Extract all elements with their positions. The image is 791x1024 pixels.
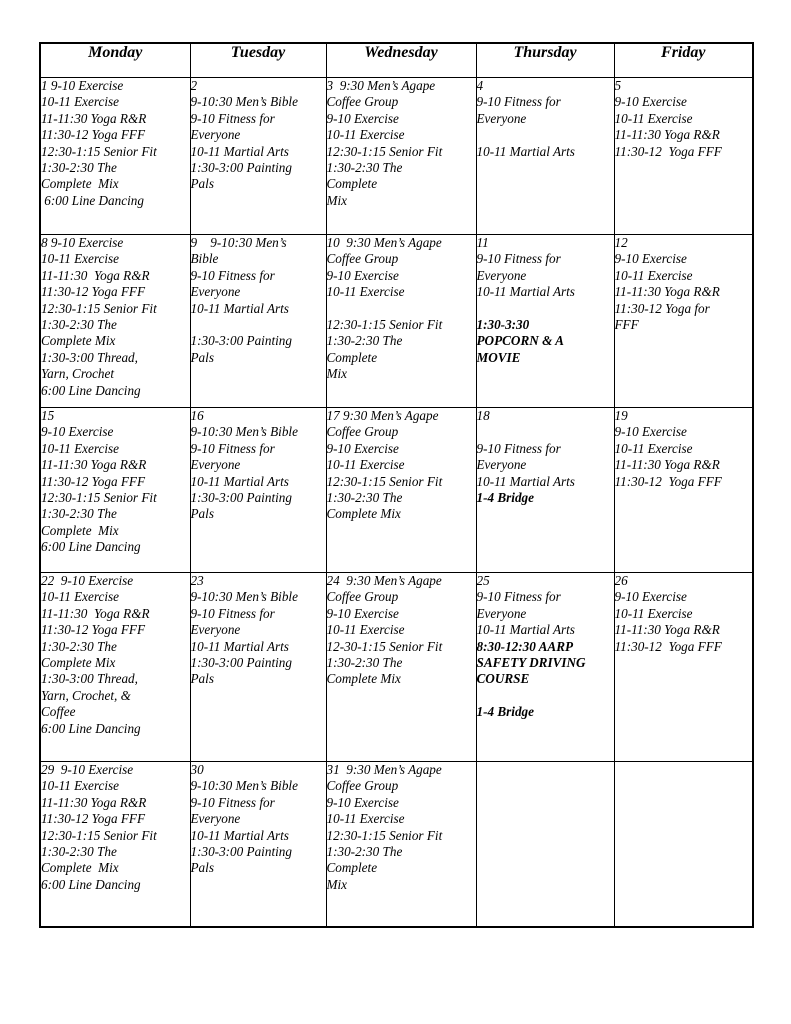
day-cell-friday <box>614 235 753 408</box>
event-line: 9-10 Fitness for <box>190 110 275 126</box>
event-line: Yarn, Crochet, & <box>41 687 131 703</box>
event-line: 6:00 Line Dancing <box>41 382 141 398</box>
day-cell-friday <box>614 408 753 573</box>
event-line: 10-11 Martial Arts <box>190 300 289 316</box>
special-event-line: 1:30-3:30 <box>476 317 530 333</box>
event-line: 12:30-1:15 Senior Fit <box>41 300 157 316</box>
event-line: 6:00 Line Dancing <box>41 876 141 892</box>
event-line: Coffee <box>41 704 76 720</box>
day-cell-thursday <box>476 762 614 928</box>
event-line: 29 9-10 Exercise <box>41 762 134 777</box>
week-row <box>40 408 753 573</box>
event-line: 11:30-12 Yoga FFF <box>41 811 146 827</box>
event-line: 11 <box>476 235 489 250</box>
event-line: 9 9-10:30 Men’s <box>190 235 287 250</box>
event-line: 6:00 Line Dancing <box>41 192 144 208</box>
event-line: 12:30-1:15 Senior Fit <box>326 143 443 159</box>
event-line: 23 <box>190 573 204 588</box>
event-line: 22 9-10 Exercise <box>41 573 134 588</box>
event-line: 10-11 Martial Arts <box>476 284 575 300</box>
header-monday: Monday <box>40 43 190 78</box>
day-cell-friday <box>614 78 753 235</box>
event-line: 11-11:30 Yoga R&R <box>614 622 720 638</box>
event-line: 10-11 Exercise <box>326 284 405 300</box>
event-line: 1:30-3:00 Painting <box>190 844 292 860</box>
event-line: 11-11:30 Yoga R&R <box>41 457 147 473</box>
event-line <box>477 424 614 440</box>
week-row <box>40 573 753 762</box>
day-cell-monday <box>40 408 190 573</box>
event-line: 6:00 Line Dancing <box>41 720 141 736</box>
event-line: 1:30-2:30 The <box>41 844 117 860</box>
event-line: 11:30-12 Yoga FFF <box>614 143 722 159</box>
event-line: 10-11 Exercise <box>614 605 693 621</box>
event-line: 26 <box>614 573 628 588</box>
event-line: 10-11 Exercise <box>614 267 693 283</box>
event-line: 10-11 Exercise <box>326 127 405 143</box>
event-line: Yarn, Crochet <box>41 366 115 382</box>
event-line: Everyone <box>190 284 241 300</box>
event-line <box>477 127 614 143</box>
event-line: 9-10 Exercise <box>614 424 687 440</box>
event-line: 9-10 Exercise <box>326 440 399 456</box>
event-line: Mix <box>326 876 348 892</box>
event-line: 1:30-3:00 Painting <box>190 333 292 349</box>
event-line: Coffee Group <box>326 778 399 794</box>
event-line: 11-11:30 Yoga R&R <box>614 457 720 473</box>
event-line: 1:30-3:00 Thread, <box>41 671 138 687</box>
event-line: Complete Mix <box>326 671 401 687</box>
event-line: 31 9:30 Men’s Agape <box>326 762 442 777</box>
event-line: 11-11:30 Yoga R&R <box>41 605 150 621</box>
event-line: 11-11:30 Yoga R&R <box>41 267 150 283</box>
event-line: Pals <box>190 349 214 365</box>
special-event-line: 8:30-12:30 AARP <box>476 638 574 654</box>
day-cell-wednesday <box>326 408 476 573</box>
event-line: 11-11:30 Yoga R&R <box>614 284 720 300</box>
event-line: FFF <box>614 317 639 333</box>
day-cell-wednesday <box>326 573 476 762</box>
event-line: 12:30-1:15 Senior Fit <box>326 317 443 333</box>
day-cell-tuesday <box>190 762 326 928</box>
event-line: 9-10 Fitness for <box>190 440 275 456</box>
day-cell-friday <box>614 573 753 762</box>
event-line: 11:30-12 Yoga FFF <box>614 638 722 654</box>
event-line: 11:30-12 Yoga FFF <box>41 622 146 638</box>
event-line: Complete <box>326 176 378 192</box>
event-line: 2 <box>190 78 198 93</box>
event-line: 3 9:30 Men’s Agape <box>326 78 436 93</box>
event-line: 11-11:30 Yoga R&R <box>41 794 147 810</box>
event-line: 12:30-1:15 Senior Fit <box>326 473 443 489</box>
event-line: 1 9-10 Exercise <box>41 78 124 93</box>
event-line: 11:30-12 Yoga FFF <box>614 473 722 489</box>
special-event-line: 1-4 Bridge <box>476 490 535 506</box>
event-line: Everyone <box>190 811 241 827</box>
event-line: 11:30-12 Yoga FFF <box>41 127 146 143</box>
event-line <box>477 301 614 317</box>
event-line: Coffee Group <box>326 424 399 440</box>
week-row <box>40 235 753 408</box>
event-line: 1:30-2:30 The <box>41 638 117 654</box>
special-event-line: COURSE <box>476 671 530 687</box>
event-line: 10-11 Martial Arts <box>476 143 575 159</box>
event-line: 10-11 Martial Arts <box>476 473 575 489</box>
event-line: 16 <box>190 408 204 423</box>
event-line: 11:30-12 Yoga for <box>614 300 710 316</box>
event-line: 9-10:30 Men’s Bible <box>190 778 298 794</box>
event-line: Pals <box>190 860 214 876</box>
event-line: Pals <box>190 671 214 687</box>
event-line: 10-11 Exercise <box>326 622 405 638</box>
event-line: 10-11 Exercise <box>326 457 405 473</box>
event-line: Everyone <box>476 110 527 126</box>
day-cell-thursday <box>476 573 614 762</box>
day-cell-tuesday <box>190 78 326 235</box>
event-line: 10-11 Exercise <box>41 94 119 110</box>
event-line: 10 9:30 Men’s Agape <box>326 235 442 250</box>
header-tuesday: Tuesday <box>190 43 326 78</box>
event-line: 15 <box>41 408 55 423</box>
day-cell-wednesday <box>326 762 476 928</box>
event-line: 10-11 Exercise <box>614 110 693 126</box>
event-line: Mix <box>326 366 348 382</box>
day-cell-monday <box>40 762 190 928</box>
event-line: 9-10 Fitness for <box>476 440 561 456</box>
day-cell-tuesday <box>190 408 326 573</box>
event-line: 1:30-2:30 The <box>41 317 117 333</box>
event-line: 19 <box>614 408 628 423</box>
event-line: 11-11:30 Yoga R&R <box>41 110 147 126</box>
event-line: 9-10 Exercise <box>326 794 399 810</box>
day-cell-tuesday <box>190 573 326 762</box>
event-line: 10-11 Martial Arts <box>190 473 289 489</box>
event-line: 10-11 Martial Arts <box>190 143 289 159</box>
event-line: 1:30-2:30 The <box>41 506 117 522</box>
day-cell-monday <box>40 235 190 408</box>
event-line: 1:30-3:00 Thread, <box>41 349 138 365</box>
week-row <box>40 78 753 235</box>
header-wednesday: Wednesday <box>326 43 476 78</box>
event-line <box>477 688 614 704</box>
event-line: 4 <box>476 78 484 93</box>
day-cell-thursday <box>476 408 614 573</box>
week-row <box>40 762 753 928</box>
event-line: 9-10:30 Men’s Bible <box>190 589 298 605</box>
event-line: 1:30-3:00 Painting <box>190 655 292 671</box>
event-line: Complete <box>326 860 378 876</box>
special-event-line: POPCORN & A <box>476 333 564 349</box>
event-line: Complete Mix <box>41 522 119 538</box>
event-line: Pals <box>190 506 214 522</box>
event-line: 9-10 Exercise <box>326 110 399 126</box>
event-line: Everyone <box>190 127 241 143</box>
event-line: 17 9:30 Men’s Agape <box>326 408 439 423</box>
event-line: 30 <box>190 762 204 777</box>
event-line: 9-10 Exercise <box>41 424 114 440</box>
day-cell-monday <box>40 78 190 235</box>
event-line: Mix <box>326 192 348 208</box>
event-line: 10-11 Exercise <box>41 251 119 267</box>
event-line: 1:30-2:30 The <box>41 160 117 176</box>
special-event-line: MOVIE <box>476 349 521 365</box>
event-line <box>327 301 476 317</box>
day-cell-tuesday <box>190 235 326 408</box>
event-line: 12:30-1:15 Senior Fit <box>326 827 443 843</box>
event-line: Everyone <box>190 622 241 638</box>
event-line: 9-10 Exercise <box>614 589 687 605</box>
day-cell-thursday <box>476 235 614 408</box>
event-line: Coffee Group <box>326 589 399 605</box>
event-line: 1:30-2:30 The <box>326 844 403 860</box>
event-line: 1:30-2:30 The <box>326 160 403 176</box>
event-line: Complete Mix <box>41 333 116 349</box>
event-line: 25 <box>476 573 490 588</box>
event-line: 9-10 Exercise <box>326 267 399 283</box>
event-line: 9-10 Exercise <box>614 251 687 267</box>
weekday-header-row <box>40 43 753 78</box>
event-line: 10-11 Exercise <box>41 778 119 794</box>
event-line: 9-10 Fitness for <box>190 267 275 283</box>
event-line: 9-10:30 Men’s Bible <box>190 94 298 110</box>
event-line: 24 9:30 Men’s Agape <box>326 573 442 588</box>
event-line: Everyone <box>190 457 241 473</box>
header-friday: Friday <box>614 43 753 78</box>
event-line: 12:30-1:15 Senior Fit <box>41 490 157 506</box>
event-line: 12:30-1:15 Senior Fit <box>41 827 157 843</box>
event-line: Bible <box>190 251 219 267</box>
event-line: Coffee Group <box>326 251 399 267</box>
event-line: 9-10:30 Men’s Bible <box>190 424 298 440</box>
event-line: 10-11 Exercise <box>41 440 119 456</box>
event-line: Complete Mix <box>41 176 119 192</box>
event-line: 9-10 Exercise <box>326 605 399 621</box>
event-line: 9-10 Exercise <box>614 94 687 110</box>
event-line: Pals <box>190 176 214 192</box>
event-line: 18 <box>476 408 490 423</box>
event-line: 9-10 Fitness for <box>190 794 275 810</box>
day-cell-wednesday <box>326 78 476 235</box>
event-line <box>191 317 326 333</box>
event-line: 9-10 Fitness for <box>190 605 275 621</box>
event-line: Complete <box>326 349 378 365</box>
event-line: Everyone <box>476 457 527 473</box>
event-line: 9-10 Fitness for <box>476 251 561 267</box>
event-line: 5 <box>614 78 622 93</box>
event-line: 1:30-3:00 Painting <box>190 490 292 506</box>
event-line: 11:30-12 Yoga FFF <box>41 473 146 489</box>
event-line: 6:00 Line Dancing <box>41 539 141 555</box>
event-line: 12:30-1:15 Senior Fit <box>41 143 157 159</box>
event-line: 10-11 Exercise <box>326 811 405 827</box>
event-line: 8 9-10 Exercise <box>41 235 124 250</box>
special-event-line: 1-4 Bridge <box>476 704 535 720</box>
event-line: 12-30-1:15 Senior Fit <box>326 638 443 654</box>
event-line: 10-11 Martial Arts <box>190 638 289 654</box>
day-cell-monday <box>40 573 190 762</box>
event-line: 9-10 Fitness for <box>476 589 561 605</box>
event-line: Coffee Group <box>326 94 399 110</box>
event-line: Complete Mix <box>41 655 116 671</box>
day-cell-thursday <box>476 78 614 235</box>
event-line: Complete Mix <box>326 506 401 522</box>
calendar-table <box>39 42 754 928</box>
event-line: 12 <box>614 235 628 250</box>
event-line: Complete Mix <box>41 860 119 876</box>
event-line: 11-11:30 Yoga R&R <box>614 127 720 143</box>
event-line: 9-10 Fitness for <box>476 94 561 110</box>
day-cell-friday <box>614 762 753 928</box>
header-thursday: Thursday <box>476 43 614 78</box>
event-line: 1:30-2:30 The <box>326 333 403 349</box>
event-line: Everyone <box>476 605 527 621</box>
event-line: 10-11 Martial Arts <box>190 827 289 843</box>
event-line: 1:30-3:00 Painting <box>190 160 292 176</box>
special-event-line: SAFETY DRIVING <box>476 655 586 671</box>
event-line: 10-11 Exercise <box>614 440 693 456</box>
event-line: 11:30-12 Yoga FFF <box>41 284 146 300</box>
event-line: Everyone <box>476 267 527 283</box>
event-line: 10-11 Martial Arts <box>476 622 575 638</box>
day-cell-wednesday <box>326 235 476 408</box>
event-line: 1:30-2:30 The <box>326 490 403 506</box>
event-line: 10-11 Exercise <box>41 589 119 605</box>
event-line: 1:30-2:30 The <box>326 655 403 671</box>
